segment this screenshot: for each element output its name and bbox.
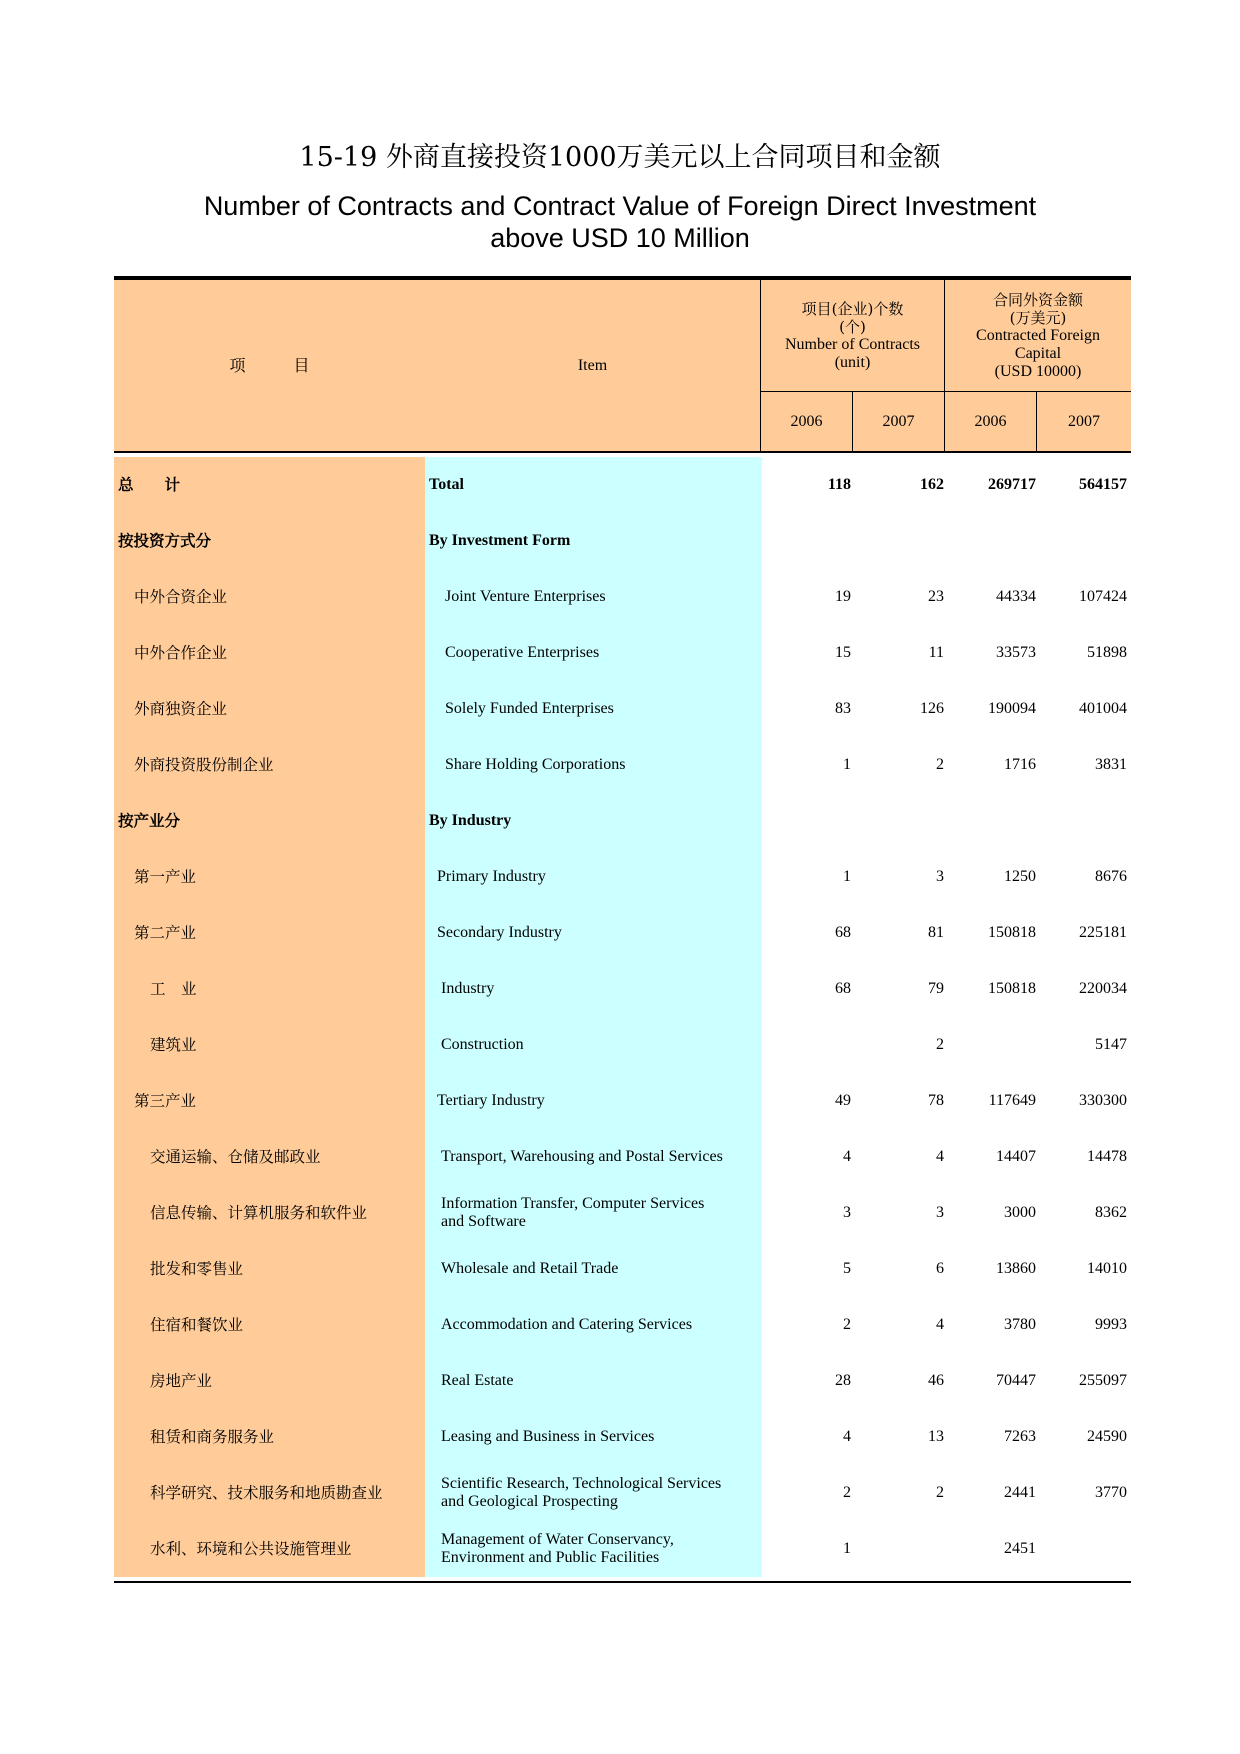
row-label-chinese: 总 计 bbox=[118, 475, 181, 494]
row-label-english: Real Estate bbox=[441, 1372, 514, 1389]
row-contracts-value: 78 bbox=[928, 1092, 944, 1109]
table-row bbox=[114, 793, 1131, 849]
row-capital-value: 190094 bbox=[988, 700, 1036, 717]
row-label-chinese: 租赁和商务服务业 bbox=[150, 1428, 275, 1446]
row-contracts-value: 79 bbox=[928, 980, 944, 997]
row-contracts-value: 4 bbox=[936, 1148, 944, 1165]
row-label-english: By Investment Form bbox=[429, 532, 571, 549]
row-contracts-value: 5 bbox=[843, 1260, 851, 1277]
row-capital-value: 150818 bbox=[988, 924, 1036, 941]
row-capital-value: 8676 bbox=[1095, 868, 1127, 885]
row-label-english: Transport, Warehousing and Postal Services bbox=[441, 1148, 723, 1165]
row-capital-value: 7263 bbox=[1004, 1428, 1036, 1445]
row-capital-value: 220034 bbox=[1079, 980, 1127, 997]
row-capital-value: 51898 bbox=[1087, 644, 1127, 661]
row-contracts-value: 3 bbox=[936, 868, 944, 885]
row-capital-value: 2451 bbox=[1004, 1540, 1036, 1557]
row-label-english: Joint Venture Enterprises bbox=[445, 588, 606, 605]
row-contracts-value bbox=[854, 513, 944, 569]
row-label-chinese: 外商投资股份制企业 bbox=[134, 756, 274, 774]
row-contracts-value: 83 bbox=[835, 700, 851, 717]
row-contracts-value: 3 bbox=[936, 1204, 944, 1221]
row-capital-value: 14407 bbox=[996, 1148, 1036, 1165]
row-contracts-value: 23 bbox=[928, 588, 944, 605]
statistics-table bbox=[114, 276, 1131, 1583]
row-label-chinese: 住宿和餐饮业 bbox=[150, 1316, 244, 1334]
row-label-chinese: 第二产业 bbox=[134, 924, 197, 942]
row-contracts-value: 2 bbox=[936, 756, 944, 773]
row-capital-value: 1250 bbox=[1004, 868, 1036, 885]
row-label-english: Construction bbox=[441, 1036, 524, 1053]
row-capital-value: 44334 bbox=[996, 588, 1036, 605]
row-label-english: Cooperative Enterprises bbox=[445, 644, 600, 661]
row-contracts-value: 68 bbox=[835, 924, 851, 941]
row-contracts-value bbox=[854, 793, 944, 849]
row-capital-value: 2441 bbox=[1004, 1484, 1036, 1501]
table-row bbox=[114, 905, 1131, 961]
row-capital-value: 330300 bbox=[1079, 1092, 1127, 1109]
row-label-english: Wholesale and Retail Trade bbox=[441, 1260, 619, 1277]
row-label-english: Scientific Research, Technological Services and Geological Prospecting bbox=[441, 1475, 722, 1510]
title-english bbox=[0, 190, 1240, 254]
contracts-label-en: Number of Contracts bbox=[784, 335, 921, 353]
row-capital-value: 5147 bbox=[1095, 1036, 1127, 1053]
row-label-chinese: 科学研究、技术服务和地质勘查业 bbox=[150, 1484, 383, 1502]
row-contracts-value: 49 bbox=[835, 1092, 851, 1109]
title-english-line2: above USD 10 Million bbox=[490, 223, 750, 253]
row-capital-value: 3770 bbox=[1095, 1484, 1127, 1501]
row-capital-value: 150818 bbox=[988, 980, 1036, 997]
table-body bbox=[114, 457, 1131, 1577]
row-label-english: Management of Water Conservancy, Environment and Public Facilities bbox=[441, 1531, 674, 1566]
header-contracted-capital bbox=[945, 280, 1131, 391]
row-contracts-value: 1 bbox=[843, 756, 851, 773]
row-capital-value: 564157 bbox=[1079, 476, 1127, 493]
row-label-chinese: 建筑业 bbox=[150, 1036, 197, 1054]
row-label-chinese: 批发和零售业 bbox=[150, 1260, 244, 1278]
row-capital-value: 1716 bbox=[1004, 756, 1036, 773]
row-contracts-value: 11 bbox=[928, 644, 944, 661]
header-number-of-contracts bbox=[761, 280, 944, 391]
row-contracts-value: 19 bbox=[835, 588, 851, 605]
row-contracts-value: 4 bbox=[843, 1428, 851, 1445]
header-item-english: Item bbox=[577, 356, 608, 374]
row-label-chinese: 工 业 bbox=[150, 980, 197, 998]
row-capital-value bbox=[946, 1017, 1036, 1073]
table-row bbox=[114, 569, 1131, 625]
row-contracts-value: 6 bbox=[936, 1260, 944, 1277]
row-contracts-value: 4 bbox=[843, 1148, 851, 1165]
row-contracts-value: 46 bbox=[928, 1372, 944, 1389]
row-contracts-value bbox=[762, 793, 851, 849]
row-label-chinese: 中外合资企业 bbox=[134, 588, 228, 606]
row-contracts-value: 126 bbox=[920, 700, 944, 717]
row-capital-value: 3831 bbox=[1095, 756, 1127, 773]
table-row bbox=[114, 1129, 1131, 1185]
table-row bbox=[114, 1353, 1131, 1409]
table-row bbox=[114, 625, 1131, 681]
row-capital-value: 225181 bbox=[1079, 924, 1127, 941]
row-contracts-value: 13 bbox=[928, 1428, 944, 1445]
contracts-unit-zh: (个) bbox=[839, 317, 866, 336]
row-capital-value bbox=[946, 793, 1036, 849]
row-label-english: Total bbox=[429, 476, 464, 493]
title-chinese: 15-19 外商直接投资1000万美元以上合同项目和金额 bbox=[299, 142, 941, 173]
row-capital-value: 117649 bbox=[988, 1092, 1036, 1109]
row-contracts-value: 2 bbox=[843, 1316, 851, 1333]
row-capital-value: 255097 bbox=[1079, 1372, 1127, 1389]
header-item-chinese: 项 目 bbox=[229, 355, 310, 375]
contracts-unit-en: (unit) bbox=[834, 353, 871, 371]
table-row bbox=[114, 1241, 1131, 1297]
capital-unit-zh: (万美元) bbox=[1009, 308, 1067, 327]
row-capital-value: 24590 bbox=[1087, 1428, 1127, 1445]
table-header bbox=[114, 280, 1131, 453]
table-row bbox=[114, 737, 1131, 793]
header-year: 2007 bbox=[1068, 412, 1100, 430]
row-capital-value: 13860 bbox=[996, 1260, 1036, 1277]
header-year: 2007 bbox=[882, 412, 915, 430]
table-row bbox=[114, 1521, 1131, 1577]
row-contracts-value: 118 bbox=[827, 476, 851, 493]
row-contracts-value: 81 bbox=[928, 924, 944, 941]
row-contracts-value: 2 bbox=[843, 1484, 851, 1501]
row-capital-value: 14478 bbox=[1087, 1148, 1127, 1165]
table-row bbox=[114, 961, 1131, 1017]
table-row bbox=[114, 1465, 1131, 1521]
table-row bbox=[114, 457, 1131, 513]
row-contracts-value: 1 bbox=[843, 868, 851, 885]
row-label-english: Leasing and Business in Services bbox=[441, 1428, 655, 1445]
row-capital-value: 107424 bbox=[1079, 588, 1127, 605]
row-contracts-value: 68 bbox=[835, 980, 851, 997]
header-year: 2006 bbox=[974, 412, 1007, 430]
capital-label-en-2: Capital bbox=[1014, 344, 1062, 362]
row-capital-value: 401004 bbox=[1079, 700, 1127, 717]
row-label-chinese: 房地产业 bbox=[150, 1372, 213, 1390]
row-label-chinese: 按投资方式分 bbox=[118, 531, 212, 550]
contracts-label-zh: 项目(企业)个数 bbox=[801, 299, 904, 318]
row-label-chinese: 按产业分 bbox=[118, 811, 181, 830]
table-row bbox=[114, 1297, 1131, 1353]
row-contracts-value: 2 bbox=[936, 1484, 944, 1501]
row-capital-value bbox=[1038, 513, 1127, 569]
row-capital-value: 9993 bbox=[1095, 1316, 1127, 1333]
row-label-chinese: 水利、环境和公共设施管理业 bbox=[150, 1540, 352, 1558]
row-label-chinese: 第三产业 bbox=[134, 1092, 197, 1110]
row-label-chinese: 外商独资企业 bbox=[134, 700, 228, 718]
row-label-chinese: 交通运输、仓储及邮政业 bbox=[150, 1148, 321, 1166]
row-capital-value: 3780 bbox=[1004, 1316, 1036, 1333]
row-contracts-value: 162 bbox=[920, 476, 944, 493]
row-label-chinese: 信息传输、计算机服务和软件业 bbox=[150, 1204, 368, 1222]
row-contracts-value: 2 bbox=[936, 1036, 944, 1053]
row-label-english: Accommodation and Catering Services bbox=[441, 1316, 693, 1333]
row-label-english: Secondary Industry bbox=[437, 924, 562, 941]
table-row bbox=[114, 1409, 1131, 1465]
row-capital-value: 8362 bbox=[1095, 1204, 1127, 1221]
row-contracts-value bbox=[762, 1017, 851, 1073]
row-label-chinese: 中外合作企业 bbox=[134, 644, 228, 662]
row-contracts-value: 1 bbox=[843, 1540, 851, 1557]
table-row bbox=[114, 513, 1131, 569]
table-row bbox=[114, 681, 1131, 737]
row-capital-value: 33573 bbox=[996, 644, 1036, 661]
row-contracts-value bbox=[854, 1521, 944, 1577]
row-contracts-value: 15 bbox=[835, 644, 851, 661]
row-capital-value bbox=[1038, 1521, 1127, 1577]
table-bottom-rule bbox=[114, 1581, 1131, 1583]
row-label-english: By Industry bbox=[429, 812, 512, 829]
row-label-english: Solely Funded Enterprises bbox=[445, 700, 614, 717]
table-row bbox=[114, 1017, 1131, 1073]
header-year: 2006 bbox=[790, 412, 823, 430]
capital-label-zh: 合同外资金额 bbox=[992, 290, 1083, 309]
row-contracts-value: 28 bbox=[835, 1372, 851, 1389]
row-contracts-value bbox=[762, 513, 851, 569]
row-label-english: Industry bbox=[441, 980, 495, 997]
row-label-english: Primary Industry bbox=[437, 868, 546, 885]
title-english-line1: Number of Contracts and Contract Value of Foreign Direct Investment bbox=[203, 191, 1037, 221]
row-capital-value: 269717 bbox=[988, 476, 1036, 493]
row-capital-value bbox=[1038, 793, 1127, 849]
row-label-english: Tertiary Industry bbox=[437, 1092, 545, 1109]
row-capital-value: 70447 bbox=[996, 1372, 1036, 1389]
table-row bbox=[114, 1073, 1131, 1129]
table-row bbox=[114, 849, 1131, 905]
row-capital-value bbox=[946, 513, 1036, 569]
table-row bbox=[114, 1185, 1131, 1241]
capital-unit-en: (USD 10000) bbox=[994, 362, 1082, 380]
row-contracts-value: 3 bbox=[843, 1204, 851, 1221]
row-capital-value: 14010 bbox=[1087, 1260, 1127, 1277]
row-label-chinese: 第一产业 bbox=[134, 868, 197, 886]
row-contracts-value: 4 bbox=[936, 1316, 944, 1333]
row-label-english: Information Transfer, Computer Services and Software bbox=[441, 1195, 705, 1230]
row-label-english: Share Holding Corporations bbox=[445, 756, 626, 773]
row-capital-value: 3000 bbox=[1004, 1204, 1036, 1221]
capital-label-en: Contracted Foreign bbox=[976, 326, 1100, 344]
